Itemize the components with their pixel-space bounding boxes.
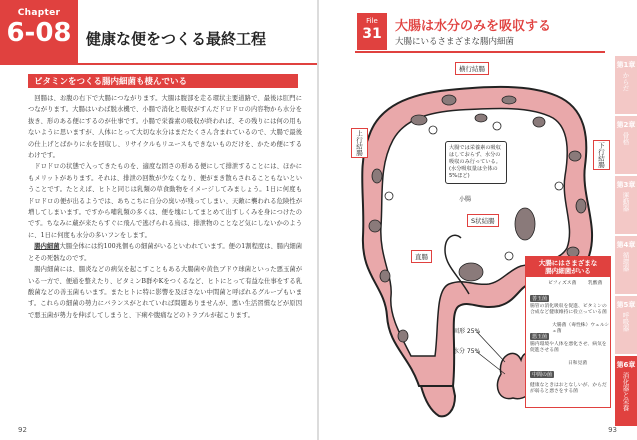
mid-bacteria-chip: 中間の菌 [532,372,553,378]
tab-number: 第1章 [616,61,636,69]
bacterium [369,220,381,232]
bacterium [493,122,501,130]
file-subtitle: 大腸にいるさまざまな腸内細菌 [395,37,515,47]
bacteria-panel [525,256,611,408]
bacterium [502,96,516,104]
chapter-label: Chapter [17,8,61,18]
right-page [319,0,637,440]
bacterium [576,199,586,213]
tab-number: 第4章 [616,241,636,249]
highlight-term: 腸内細菌 [34,243,60,251]
tab-label: からだ [621,72,630,92]
chapter-badge [0,0,78,64]
panel-heading-line-1: 大腸にはさまざまな [538,259,598,267]
tab-label: 呼吸器 [621,312,630,332]
chapter-tabs [615,56,637,428]
left-page [0,0,318,440]
tab-number: 第3章 [616,181,636,189]
panel-heading [526,257,610,277]
bacterium [459,263,483,281]
note-bubble: 大腸では栄養素の吸収はしておらず、水分の吸収のみ行っている。(水分吸収量は全体の5%ほど) [445,141,507,184]
tab-chapter-6[interactable] [615,356,637,426]
bacterium [533,117,545,127]
bacterium [569,151,581,161]
paragraph-4: 腸内細菌には、腸炎などの病気を起こすこともある大腸菌や黄色ブドウ球菌といった悪玉菌がいる一方で、便通を整えたり、ビタミンB群やKをつくるなど、ヒトにとって有益な仕事をする乳酸菌などの善玉菌もいます。またヒトに特に影響を及ぼさない中間菌と呼ばれるグループもいます。これらの細菌の勢力にバランスがとれていれば問題ありませんが、悪い生活習慣などが原因で悪玉菌が勢力を伸ばしてしまうと、下痢や腹痛などのトラブルが起こります。 [28,266,302,319]
tab-chapter-4[interactable] [615,236,637,294]
bacterium [505,252,513,260]
tab-label: 骨格 [621,132,630,145]
tab-chapter-5[interactable] [615,296,637,354]
file-number: 31 [362,26,382,42]
rectum-shape [421,386,455,416]
bacterium [372,169,382,183]
title-rule [0,63,318,65]
label-solid-percent: 固形 25% [453,328,481,335]
panel-heading-line-2: 腸内細菌がいる [545,267,591,275]
paragraph-1: 回腸は、お腹の右下で大腸につながります。大腸は腹部を走る環状主要道路で、最後は肛門につながります。大腸はいわば脱水機で、小腸で消化と吸収がすんだドロドロの内容物から水分を抜き、形のある便にするのが仕事です。小腸で栄養素の吸収が終われば、その残りには何の用もないように思いますが、人体にとって大切な水分はまだたくさん含まれているので、大腸で最後の仕上げとばかりに水を回収し、リサイクルもリユースもできないものだけを、かため便にするわけです。 [28,95,302,160]
file-badge [357,13,387,50]
tab-number: 第6章 [616,361,636,369]
label-transverse-colon: 横行結腸 [455,62,489,75]
page-title: 健康な便をつくる最終工程 [86,30,267,48]
good-bacteria-desc: 腸管の消化吸収を促進、ビタミンの合成など健康維持に役立っている菌 [530,304,607,315]
tab-number: 第2章 [616,121,636,129]
file-rule [355,51,605,53]
file-title: 大腸は水分のみを吸収する [395,19,552,34]
bacterium [411,115,427,125]
label-sigmoid-colon: S状結腸 [467,214,499,227]
bacterium [475,114,487,122]
page-number-right: 93 [608,426,617,434]
tab-label: 運動器 [621,192,630,212]
colon-diagram [349,56,611,426]
tab-label: 消化器と栄養 [621,372,630,411]
label-rectum: 直腸 [411,250,432,263]
paragraph-3-text: 大腸全体には約100兆個もの細菌がいるといわれています。便の1割程度は、腸内細菌とその死骸なのです。 [28,243,302,262]
bifido-label: ビフィズス菌 [548,281,577,286]
bacterium [385,192,393,200]
file-label: File [366,17,378,25]
good-bacteria-chip: 善玉菌 [532,296,548,302]
tab-number: 第5章 [616,301,636,309]
bad-bacteria-desc: 腸内環境や人体を悪化させ、病気を促進させる菌 [530,342,607,353]
label-small-intestine: 小腸 [459,196,472,203]
tab-chapter-1[interactable] [615,56,637,114]
bad-bacteria-examples: 大腸菌（毒性株）ウェルシュ菌 [552,323,610,334]
bacterium [429,126,437,134]
tab-chapter-3[interactable] [615,176,637,234]
lacto-label: 乳酸菌 [588,281,603,286]
section-heading: ビタミンをつくる腸内細菌も棲んでいる [28,74,298,88]
bacterium [515,208,535,240]
mid-bacteria-desc: 健康なときはおとなしいが、からだが弱ると悪さをする菌 [530,383,607,394]
chapter-number: 6-08 [6,18,72,48]
bad-bacteria-chip: 悪玉菌 [532,334,548,340]
body-text [28,93,302,321]
tab-chapter-2[interactable] [615,116,637,174]
label-ascending-colon: 上行結腸 [351,128,368,158]
paragraph-2: ドロドロの状態で入ってきたものを、適度な固さの形ある便にして排泄することには、ほかにもメリットがあります。それは、排泄の回数が少なくなり、便がまき散らされることもないということです。たとえば、ヒトと同じは乳類の草食動物をイメージしてみましょう。1日に何度もドロドロの便が出るようでは、あちこちに自分の臭いが残ってしまい、天敵に襲われる危険性が増してしまいます。ですから哺乳類の多くは、便を塊にしてまとめて出すしくみを身につけたのです。ちなみに蔵が来たらすぐに飛んで逃げられる鳥は、排泄物のことなど気にしないかのように、1日に何度も水分の多いフンをします。 [28,163,302,239]
bacterium [380,270,390,282]
paragraph-3 [28,241,302,264]
bacterium [442,95,456,105]
tab-label: 循環器 [621,252,630,272]
label-descending-colon: 下行結腸 [593,140,610,170]
mid-bacteria-example: 日和見菌 [568,361,588,366]
bacterium [555,182,563,190]
page-number-left: 92 [18,426,27,434]
bacterium [398,330,408,342]
label-water-percent: 水分 75% [453,348,481,355]
solid-pointer [477,332,505,362]
